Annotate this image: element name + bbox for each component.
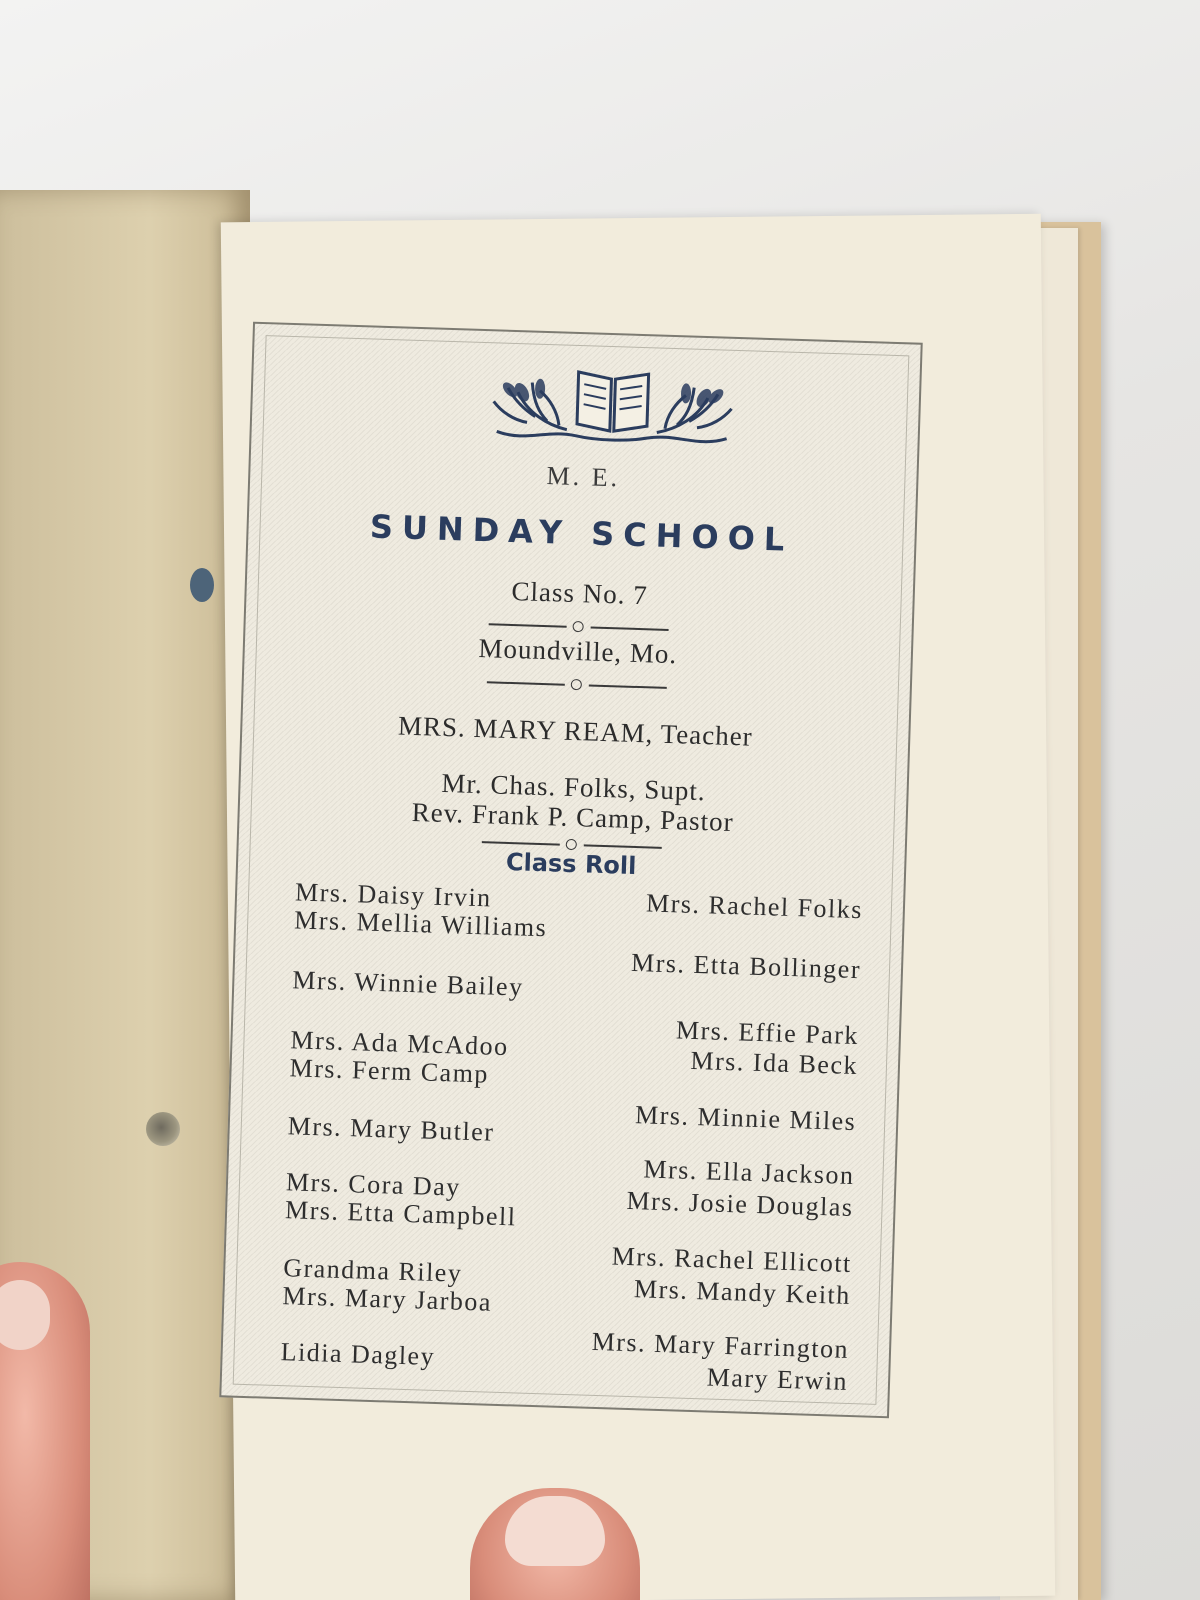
punch-hole-top <box>190 568 214 602</box>
roll-member: Mrs. Minnie Miles <box>634 1100 857 1137</box>
roll-member: Mrs. Mary Farrington <box>591 1326 850 1364</box>
card-content <box>221 324 920 1416</box>
roll-member: Mrs. Mary Butler <box>287 1111 495 1147</box>
roll-member: Lidia Dagley <box>280 1337 436 1371</box>
printed-card <box>219 322 922 1419</box>
bottom-thumbnail <box>505 1496 605 1566</box>
roll-member: Mrs. Josie Douglas <box>626 1185 854 1223</box>
roll-member: Mrs. Cora Day <box>285 1167 462 1202</box>
roll-member: Mrs. Rachel Ellicott <box>611 1241 853 1279</box>
roll-member: Mrs. Etta Bollinger <box>630 947 862 985</box>
roll-member: Mary Erwin <box>706 1362 849 1396</box>
roll-member: Mrs. Ella Jackson <box>643 1154 855 1191</box>
roll-member: Mrs. Mellia Williams <box>293 905 548 943</box>
superintendent-line: Mr. Chas. Folks, Supt. <box>441 767 707 807</box>
class-roll-heading: Class Roll <box>505 847 637 881</box>
roll-member: Mrs. Ada McAdoo <box>290 1025 510 1062</box>
roll-member: Mrs. Effie Park <box>675 1015 860 1051</box>
church-abbreviation: M. E. <box>546 461 621 493</box>
roll-member: Mrs. Winnie Bailey <box>291 965 525 1002</box>
town-name: Moundville, Mo. <box>478 632 678 670</box>
open-book-with-laurel-leaves-icon <box>486 361 738 449</box>
roll-member: Mrs. Ida Beck <box>690 1045 859 1081</box>
roll-member: Mrs. Rachel Folks <box>645 888 864 925</box>
ornamental-divider <box>487 675 667 695</box>
pastor-line: Rev. Frank P. Camp, Pastor <box>411 796 735 838</box>
teacher-line: MRS. MARY REAM, Teacher <box>397 710 754 752</box>
punch-hole-bottom <box>146 1112 180 1146</box>
left-thumbnail <box>0 1280 50 1350</box>
roll-member: Mrs. Daisy Irvin <box>294 877 493 913</box>
roll-member: Mrs. Ferm Camp <box>289 1053 490 1089</box>
roll-member: Mrs. Mary Jarboa <box>282 1281 493 1317</box>
class-number: Class No. 7 <box>511 576 649 611</box>
roll-member: Grandma Riley <box>282 1253 463 1288</box>
roll-member: Mrs. Mandy Keith <box>633 1274 852 1310</box>
roll-member: Mrs. Etta Campbell <box>284 1195 517 1232</box>
school-title: SUNDAY SCHOOL <box>369 507 794 559</box>
